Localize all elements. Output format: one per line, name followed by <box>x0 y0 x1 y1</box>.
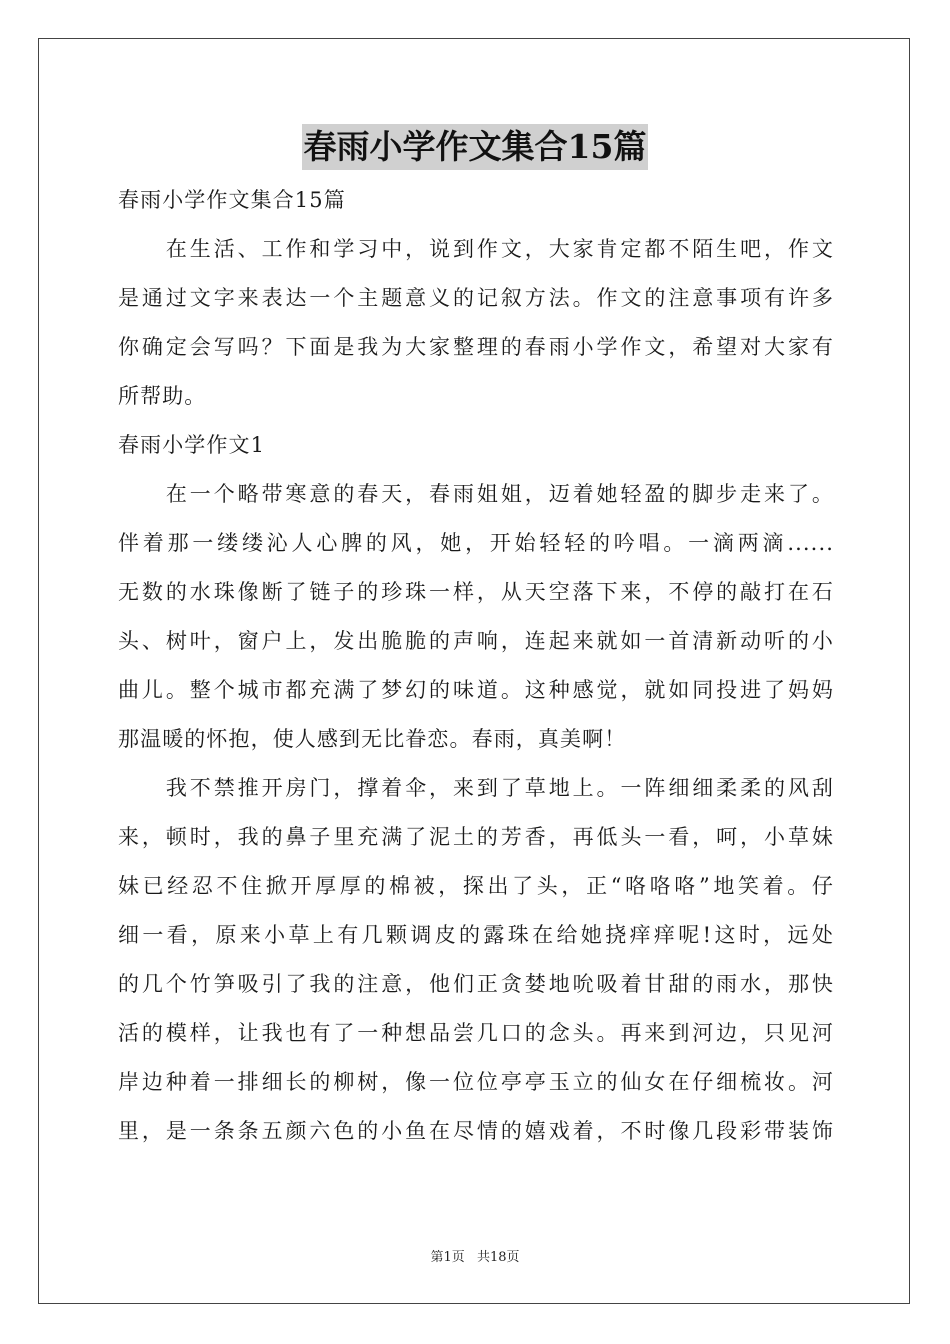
paragraph2-line: 里，是一条条五颜六色的小鱼在尽情的嬉戏着，不时像几段彩带装饰 <box>118 1119 834 1143</box>
paragraph2-line: 细一看，原来小草上有几颗调皮的露珠在给她挠痒痒呢!这时，远处 <box>118 923 834 947</box>
paragraph2-line: 的几个竹笋吸引了我的注意，他们正贪婪地吮吸着甘甜的雨水，那快 <box>118 972 834 996</box>
document-subtitle: 春雨小学作文集合15篇 <box>118 188 346 212</box>
paragraph1-line: 头、树叶，窗户上，发出脆脆的声响，连起来就如一首清新动听的小 <box>118 629 834 653</box>
paragraph2-line: 妹已经忍不住掀开厚厚的棉被，探出了头，正“咯咯咯”地笑着。仔 <box>118 874 834 898</box>
page-total: 共18页 <box>476 1250 520 1265</box>
intro-line: 是通过文字来表达一个主题意义的记叙方法。作文的注意事项有许多 <box>118 286 834 310</box>
page-footer <box>0 1246 950 1265</box>
document-body <box>118 176 834 1156</box>
paragraph2-line: 来，顿时，我的鼻子里充满了泥土的芳香，再低头一看，呵，小草妹 <box>118 825 834 849</box>
intro-line: 你确定会写吗？下面是我为大家整理的春雨小学作文，希望对大家有 <box>118 335 834 359</box>
section-heading: 春雨小学作文1 <box>118 433 266 457</box>
page-number: 第1页 <box>430 1250 465 1265</box>
paragraph2-line: 岸边种着一排细长的柳树，像一位位亭亭玉立的仙女在仔细梳妆。河 <box>118 1070 834 1094</box>
paragraph2-line: 我不禁推开房门，撑着伞，来到了草地上。一阵细细柔柔的风刮 <box>118 776 834 800</box>
paragraph1-line: 曲儿。整个城市都充满了梦幻的味道。这种感觉，就如同投进了妈妈 <box>118 678 834 702</box>
title-wrap <box>0 124 950 170</box>
intro-line: 所帮助。 <box>118 384 207 408</box>
paragraph1-line: 那温暖的怀抱，使人感到无比眷恋。春雨，真美啊！ <box>118 727 627 751</box>
paragraph2-line: 活的模样，让我也有了一种想品尝几口的念头。再来到河边，只见河 <box>118 1021 834 1045</box>
paragraph1-line: 无数的水珠像断了链子的珍珠一样，从天空落下来，不停的敲打在石 <box>118 580 834 604</box>
paragraph1-line: 伴着那一缕缕沁人心脾的风，她，开始轻轻的吟唱。一滴两滴...... <box>118 531 834 555</box>
intro-line: 在生活、工作和学习中，说到作文，大家肯定都不陌生吧，作文 <box>118 237 834 261</box>
document-title: 春雨小学作文集合15篇 <box>302 124 649 170</box>
paragraph1-line: 在一个略带寒意的春天，春雨姐姐，迈着她轻盈的脚步走来了。 <box>118 482 834 506</box>
